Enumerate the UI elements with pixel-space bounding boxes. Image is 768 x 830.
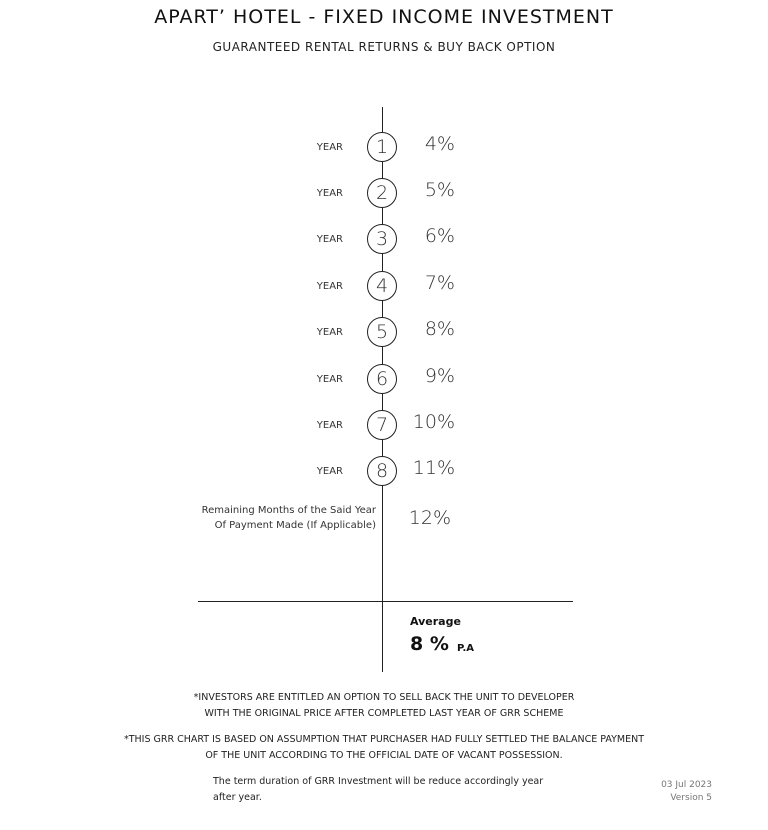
year-number-badge: 5 [367,317,397,347]
assumption-note [0,732,768,764]
year-number-badge: 6 [367,364,397,394]
term-note-line-2: after year. [213,792,262,803]
year-label: YEAR [316,142,343,153]
year-number-badge: 2 [367,178,397,208]
assumption-note-line-2: OF THE UNIT ACCORDING TO THE OFFICIAL DATE OF VACANT POSSESSION. [205,750,563,761]
year-rate: 6% [424,225,455,247]
assumption-note-line-1: *THIS GRR CHART IS BASED ON ASSUMPTION THAT PURCHASER HAD FULLY SETTLED THE BALANCE PAYMENT [123,734,645,745]
year-label: YEAR [316,234,343,245]
year-row-1 [0,132,768,162]
year-row-6 [0,364,768,394]
year-rate: 9% [424,365,455,387]
term-duration-note [213,774,573,806]
year-number-badge: 8 [367,456,397,486]
year-rate: 8% [424,318,455,340]
year-rate: 10% [412,411,455,433]
buyback-note [0,690,768,722]
year-rate: 11% [412,457,455,479]
buyback-note-line-2: WITH THE ORIGINAL PRICE AFTER COMPLETED LAST YEAR OF GRR SCHEME [204,708,564,719]
year-row-5 [0,317,768,347]
document-date: 03 Jul 2023 [661,780,712,790]
year-label: YEAR [316,281,343,292]
remaining-line-1: Remaining Months of the Said Year [201,505,376,516]
year-label: YEAR [316,188,343,199]
remaining-months-label [190,503,376,533]
year-row-2 [0,178,768,208]
year-label: YEAR [316,327,343,338]
year-number-badge: 1 [367,132,397,162]
year-row-3 [0,224,768,254]
remaining-line-2: Of Payment Made (If Applicable) [214,520,376,531]
term-note-line-1: The term duration of GRR Investment will be reduce accordingly year [213,776,544,787]
average-label: Average [410,615,461,628]
year-number-badge: 4 [367,271,397,301]
average-value: 8 % [410,633,449,655]
year-label: YEAR [316,466,343,477]
year-rate: 5% [424,179,455,201]
page-subtitle: GUARANTEED RENTAL RETURNS & BUY BACK OPTION [212,40,556,54]
year-rate: 4% [424,133,455,155]
document-version: Version 5 [670,793,712,803]
buyback-note-line-1: *INVESTORS ARE ENTITLED AN OPTION TO SELL BACK THE UNIT TO DEVELOPER [193,692,575,703]
year-label: YEAR [316,374,343,385]
year-number-badge: 7 [367,410,397,440]
year-row-4 [0,271,768,301]
page-title: APART’ HOTEL - FIXED INCOME INVESTMENT [154,6,614,28]
year-rate: 7% [424,272,455,294]
year-row-8 [0,456,768,486]
remaining-rate: 12% [408,507,451,529]
divider-horizontal-line [198,601,573,602]
year-row-7 [0,410,768,440]
year-label: YEAR [316,420,343,431]
average-unit: P.A [457,643,475,654]
year-number-badge: 3 [367,224,397,254]
